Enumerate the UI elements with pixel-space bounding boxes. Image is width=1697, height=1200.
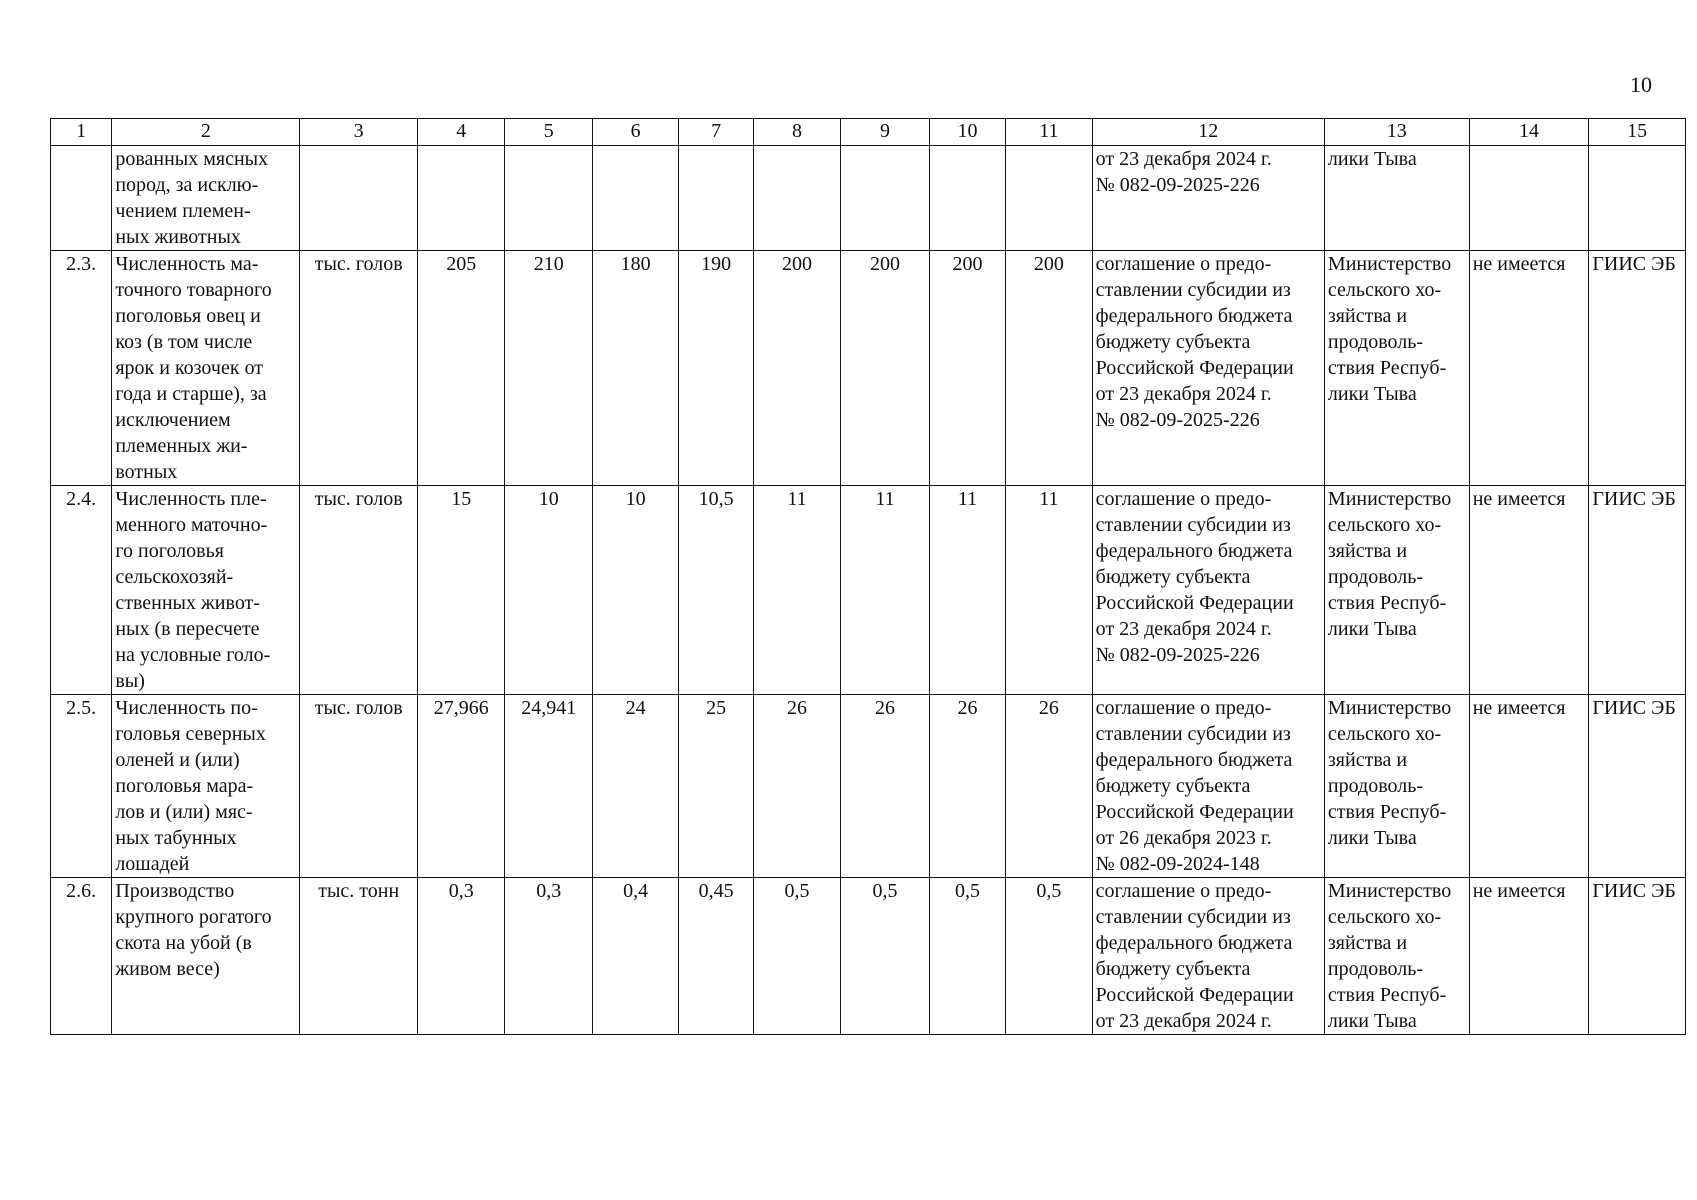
indicator-name: Численность ма- точного товарного поголовья овец и коз (в том числе ярок и козочек от года и старше), за исключением племенных жи- вотных	[112, 251, 300, 486]
value-col-7: 25	[679, 695, 753, 878]
source-document: соглашение о предо- ставлении субсидии из федерального бюджета бюджету субъекта Российской Федерации от 23 декабря 2024 г. № 082-09-2025-226	[1092, 251, 1324, 486]
value-col-10: 11	[929, 486, 1005, 695]
indicator-name: рованных мясных пород, за исклю- чением племен- ных животных	[112, 146, 300, 251]
value-col-7	[679, 146, 753, 251]
table-row-2-6	[51, 878, 1686, 1035]
row-number: 2.3.	[51, 251, 112, 486]
header-cell-7: 7	[679, 119, 753, 146]
unit: тыс. голов	[300, 486, 418, 695]
value-col-4: 205	[418, 251, 505, 486]
source-document: соглашение о предо- ставлении субсидии из федерального бюджета бюджету субъекта Российской Федерации от 23 декабря 2024 г.	[1092, 878, 1324, 1035]
system-flag	[1469, 146, 1589, 251]
unit: тыс. тонн	[300, 878, 418, 1035]
value-col-7: 0,45	[679, 878, 753, 1035]
header-cell-15: 15	[1589, 119, 1686, 146]
page-number: 10	[1630, 72, 1652, 97]
value-col-11: 0,5	[1006, 878, 1092, 1035]
data-source: ГИИС ЭБ	[1589, 486, 1686, 695]
value-col-11	[1006, 146, 1092, 251]
header-row	[51, 119, 1686, 146]
column-number-header	[51, 119, 1686, 146]
system-flag: не имеется	[1469, 486, 1589, 695]
value-col-4: 27,966	[418, 695, 505, 878]
header-cell-5: 5	[505, 119, 592, 146]
data-source: ГИИС ЭБ	[1589, 878, 1686, 1035]
unit: тыс. голов	[300, 695, 418, 878]
responsible-body: Министерство сельского хо- зяйства и продоволь- ствия Респуб- лики Тыва	[1324, 486, 1469, 695]
source-document: соглашение о предо- ставлении субсидии из федерального бюджета бюджету субъекта Российской Федерации от 23 декабря 2024 г. № 082-09-2025-226	[1092, 486, 1324, 695]
value-col-9: 200	[841, 251, 929, 486]
value-col-8: 11	[753, 486, 840, 695]
value-col-10: 0,5	[929, 878, 1005, 1035]
table-row-2-4	[51, 486, 1686, 695]
data-source	[1589, 146, 1686, 251]
system-flag: не имеется	[1469, 695, 1589, 878]
source-document: от 23 декабря 2024 г. № 082-09-2025-226	[1092, 146, 1324, 251]
value-col-5: 10	[505, 486, 592, 695]
value-col-5: 0,3	[505, 878, 592, 1035]
header-cell-12: 12	[1092, 119, 1324, 146]
value-col-8	[753, 146, 840, 251]
header-cell-10: 10	[929, 119, 1005, 146]
indicator-name: Производство крупного рогатого скота на убой (в живом весе)	[112, 878, 300, 1035]
header-cell-3: 3	[300, 119, 418, 146]
value-col-8: 0,5	[753, 878, 840, 1035]
value-col-6: 10	[592, 486, 678, 695]
value-col-9: 0,5	[841, 878, 929, 1035]
indicators-table	[50, 118, 1686, 1035]
indicator-name: Численность пле- менного маточно- го поголовья сельскохозяй- ственных живот- ных (в пересчете на условные голо- вы)	[112, 486, 300, 695]
value-col-10	[929, 146, 1005, 251]
value-col-5: 24,941	[505, 695, 592, 878]
value-col-9: 11	[841, 486, 929, 695]
row-number: 2.6.	[51, 878, 112, 1035]
value-col-11: 200	[1006, 251, 1092, 486]
header-cell-9: 9	[841, 119, 929, 146]
value-col-4: 0,3	[418, 878, 505, 1035]
value-col-6: 180	[592, 251, 678, 486]
table-row-2-3	[51, 251, 1686, 486]
system-flag: не имеется	[1469, 251, 1589, 486]
responsible-body: Министерство сельского хо- зяйства и продоволь- ствия Респуб- лики Тыва	[1324, 251, 1469, 486]
value-col-11: 26	[1006, 695, 1092, 878]
header-cell-14: 14	[1469, 119, 1589, 146]
responsible-body: Министерство сельского хо- зяйства и продоволь- ствия Респуб- лики Тыва	[1324, 878, 1469, 1035]
header-cell-13: 13	[1324, 119, 1469, 146]
responsible-body: Министерство сельского хо- зяйства и продоволь- ствия Респуб- лики Тыва	[1324, 695, 1469, 878]
data-source: ГИИС ЭБ	[1589, 251, 1686, 486]
value-col-4	[418, 146, 505, 251]
value-col-5	[505, 146, 592, 251]
value-col-9	[841, 146, 929, 251]
responsible-body: лики Тыва	[1324, 146, 1469, 251]
header-cell-6: 6	[592, 119, 678, 146]
value-col-8: 200	[753, 251, 840, 486]
value-col-5: 210	[505, 251, 592, 486]
value-col-11: 11	[1006, 486, 1092, 695]
indicator-name: Численность по- головья северных оленей и (или) поголовья мара- лов и (или) мяс- ных табунных лошадей	[112, 695, 300, 878]
header-cell-1: 1	[51, 119, 112, 146]
row-number	[51, 146, 112, 251]
value-col-10: 200	[929, 251, 1005, 486]
table-row-2-5	[51, 695, 1686, 878]
value-col-6	[592, 146, 678, 251]
unit	[300, 146, 418, 251]
system-flag: не имеется	[1469, 878, 1589, 1035]
table-row-continuation	[51, 146, 1686, 251]
header-cell-4: 4	[418, 119, 505, 146]
value-col-10: 26	[929, 695, 1005, 878]
value-col-8: 26	[753, 695, 840, 878]
row-number: 2.5.	[51, 695, 112, 878]
unit: тыс. голов	[300, 251, 418, 486]
value-col-7: 10,5	[679, 486, 753, 695]
value-col-4: 15	[418, 486, 505, 695]
header-cell-11: 11	[1006, 119, 1092, 146]
header-cell-2: 2	[112, 119, 300, 146]
source-document: соглашение о предо- ставлении субсидии из федерального бюджета бюджету субъекта Российской Федерации от 26 декабря 2023 г. № 082-09-2024-148	[1092, 695, 1324, 878]
data-source: ГИИС ЭБ	[1589, 695, 1686, 878]
header-cell-8: 8	[753, 119, 840, 146]
row-number: 2.4.	[51, 486, 112, 695]
value-col-7: 190	[679, 251, 753, 486]
value-col-9: 26	[841, 695, 929, 878]
value-col-6: 0,4	[592, 878, 678, 1035]
value-col-6: 24	[592, 695, 678, 878]
